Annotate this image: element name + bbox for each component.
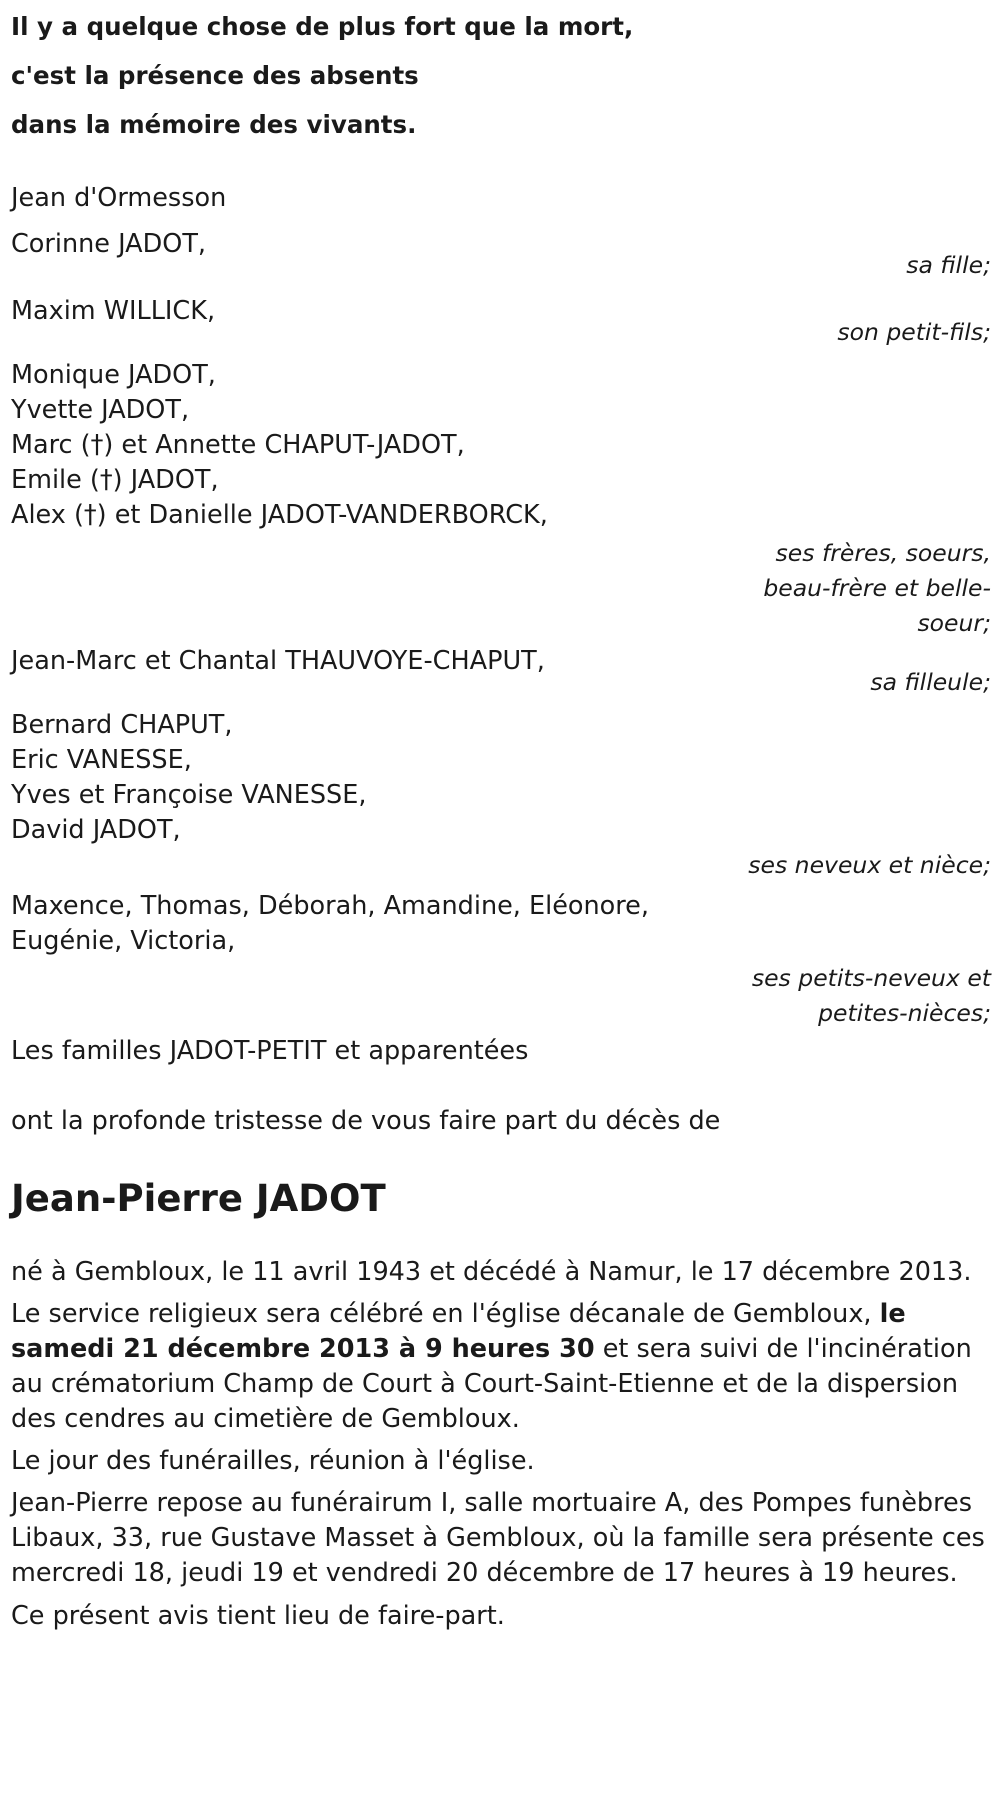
family-name: Corinne JADOT, bbox=[11, 229, 206, 259]
family-group bbox=[11, 291, 991, 352]
obituary-notice bbox=[11, 0, 991, 1636]
family-name: David JADOT, bbox=[11, 815, 181, 845]
quote-author: Jean d'Ormesson bbox=[11, 183, 227, 213]
family-relation: son petit-fils; bbox=[837, 318, 991, 346]
deceased-name: Jean-Pierre JADOT bbox=[11, 1177, 386, 1220]
family-group bbox=[11, 889, 991, 1031]
service-date: le samedi 21 décembre 2013 à 9 heures 30 bbox=[11, 1299, 906, 1364]
family-group bbox=[11, 358, 991, 641]
family-relation: ses frères, soeurs, beau-frère et belle- soeur; bbox=[763, 539, 991, 637]
family-name: Eugénie, Victoria, bbox=[11, 926, 236, 956]
closing-line: Ce présent avis tient lieu de faire-part. bbox=[11, 1601, 505, 1631]
family-name: Yvette JADOT, bbox=[11, 395, 190, 425]
family-relation: ses neveux et nièce; bbox=[748, 851, 991, 879]
family-name: Yves et Françoise VANESSE, bbox=[11, 780, 367, 810]
family-name: Eric VANESSE, bbox=[11, 745, 192, 775]
family-relation: ses petits-neveux et petites-nièces; bbox=[751, 964, 991, 1027]
family-relation: sa filleule; bbox=[870, 668, 991, 696]
reunion-info: Le jour des funérailles, réunion à l'église. bbox=[11, 1446, 535, 1476]
quote-line: c'est la présence des absents bbox=[11, 61, 419, 90]
quote bbox=[11, 2, 991, 149]
visitation-info: Jean-Pierre repose au funérairum I, salle mortuaire A, des Pompes funèbres Libaux, 33, rue Gustave Masset à Gembloux, où la famille sera présente ces mercredi 18, jeudi 19 et vendredi 20 décembre de 17 heures à 19 heures. bbox=[11, 1488, 985, 1588]
service-info: Le service religieux sera célébré en l'église décanale de Gembloux, le samedi 21 décembre 2013 à 9 heures 30 et sera suivi de l'incinération au crématorium Champ de Court à Court-Saint-Etienne et de la dispersion des cendres au cimetière de Gembloux. bbox=[11, 1299, 972, 1434]
family-name: Bernard CHAPUT, bbox=[11, 710, 233, 740]
family-group bbox=[11, 708, 991, 885]
family-group bbox=[11, 641, 991, 702]
family-name: Maxim WILLICK, bbox=[11, 296, 216, 326]
family-group bbox=[11, 224, 991, 285]
family-name: Jean-Marc et Chantal THAUVOYE-CHAPUT, bbox=[11, 646, 545, 676]
quote-line: dans la mémoire des vivants. bbox=[11, 110, 417, 139]
family-name: Emile (†) JADOT, bbox=[11, 465, 219, 495]
family-relation: sa fille; bbox=[906, 251, 991, 279]
birth-death: né à Gembloux, le 11 avril 1943 et décédé à Namur, le 17 décembre 2013. bbox=[11, 1257, 972, 1287]
announcement: ont la profonde tristesse de vous faire part du décès de bbox=[11, 1106, 721, 1136]
family-name: Alex (†) et Danielle JADOT-VANDERBORCK, bbox=[11, 500, 548, 530]
family-name: Monique JADOT, bbox=[11, 360, 216, 390]
families-line: Les familles JADOT-PETIT et apparentées bbox=[11, 1036, 529, 1066]
quote-line: Il y a quelque chose de plus fort que la mort, bbox=[11, 12, 634, 41]
family-name: Maxence, Thomas, Déborah, Amandine, Eléonore, bbox=[11, 891, 649, 921]
family-name: Marc (†) et Annette CHAPUT-JADOT, bbox=[11, 430, 465, 460]
